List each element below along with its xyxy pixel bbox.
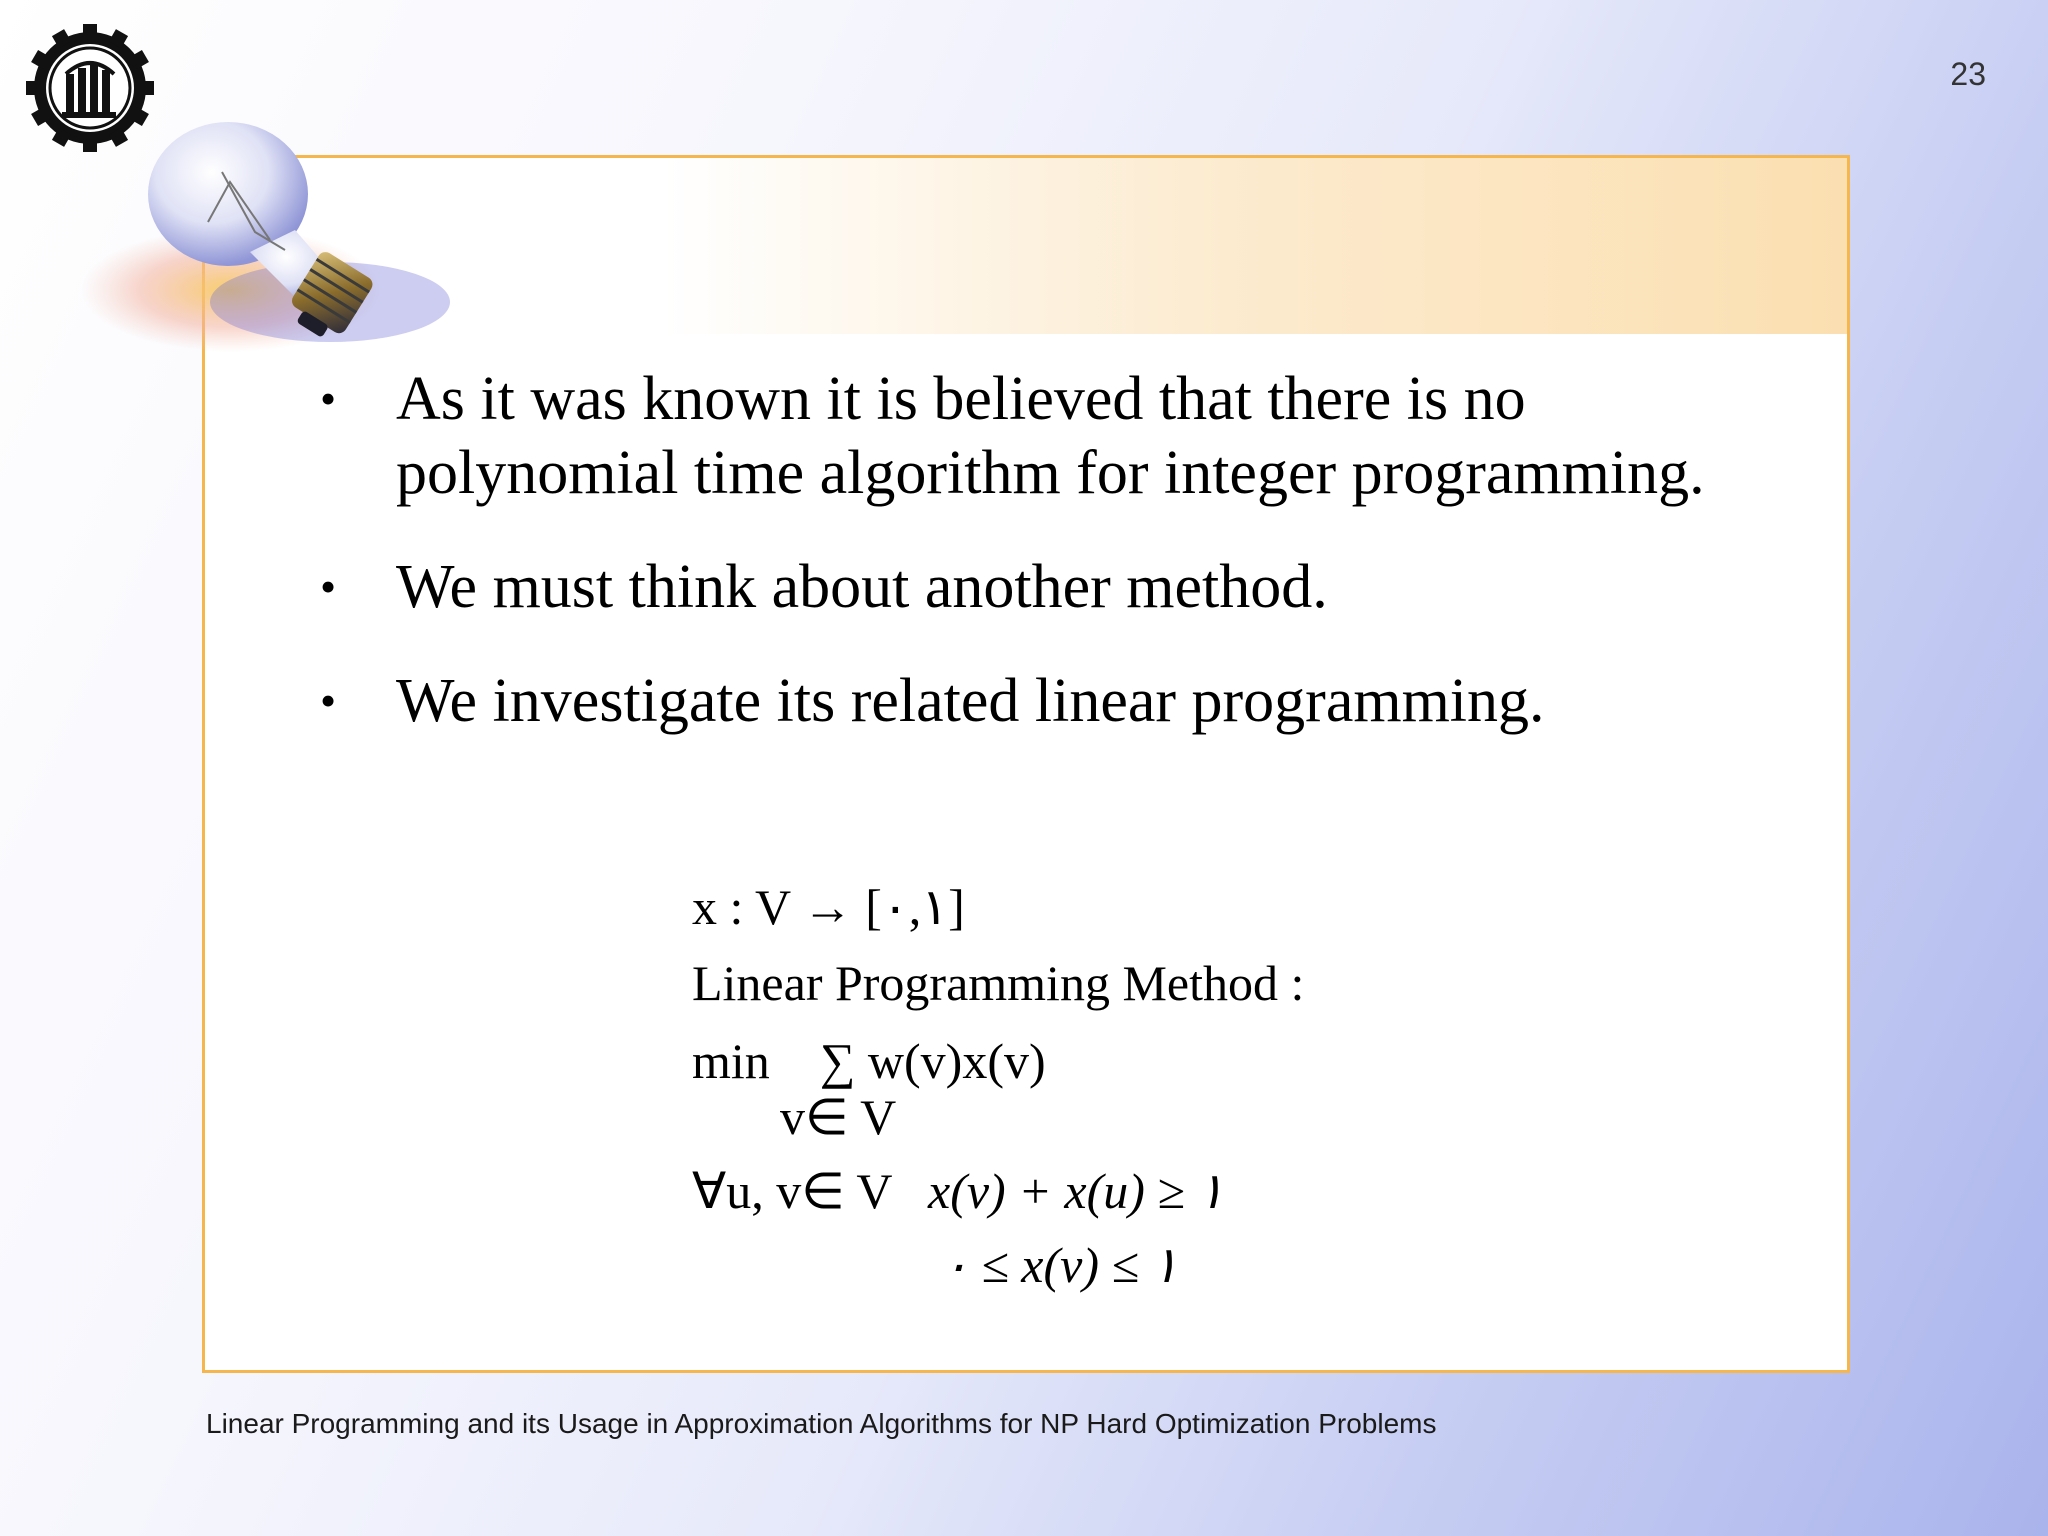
bullet-text: We investigate its related linear programming. bbox=[396, 667, 1545, 735]
formula-quantifier: ∀u, v∈ V bbox=[692, 1163, 893, 1219]
bullet-item bbox=[310, 362, 1750, 510]
formula-bound-constraint: ٠ ≤ x(v) ≤ ١ bbox=[942, 1237, 1179, 1293]
formula-domain: x : V → [٠,١] bbox=[692, 879, 965, 935]
formula-method-label: Linear Programming Method : bbox=[692, 955, 1305, 1011]
bullet-list bbox=[310, 362, 1750, 778]
bullet-text: We must think about another method. bbox=[396, 553, 1328, 621]
bullet-item bbox=[310, 550, 1750, 624]
lp-formula bbox=[692, 878, 1452, 1298]
bullet-item bbox=[310, 664, 1750, 738]
bullet-marker: • bbox=[320, 373, 337, 424]
slide-footer: Linear Programming and its Usage in Approximation Algorithms for NP Hard Optimization Problems bbox=[206, 1408, 1437, 1439]
formula-sum-index: v∈ V bbox=[780, 1089, 897, 1145]
bullet-text: As it was known it is believed that there is no polynomial time algorithm for integer programming. bbox=[396, 365, 1705, 507]
light-bulb-icon bbox=[80, 112, 460, 362]
formula-objective: min ∑ w(v)x(v) bbox=[692, 1033, 1046, 1089]
bullet-marker: • bbox=[320, 561, 337, 612]
bullet-marker: • bbox=[320, 675, 337, 726]
page-number: 23 bbox=[1950, 56, 1986, 92]
formula-edge-constraint: x(v) + x(u) ≥ ١ bbox=[928, 1163, 1225, 1219]
